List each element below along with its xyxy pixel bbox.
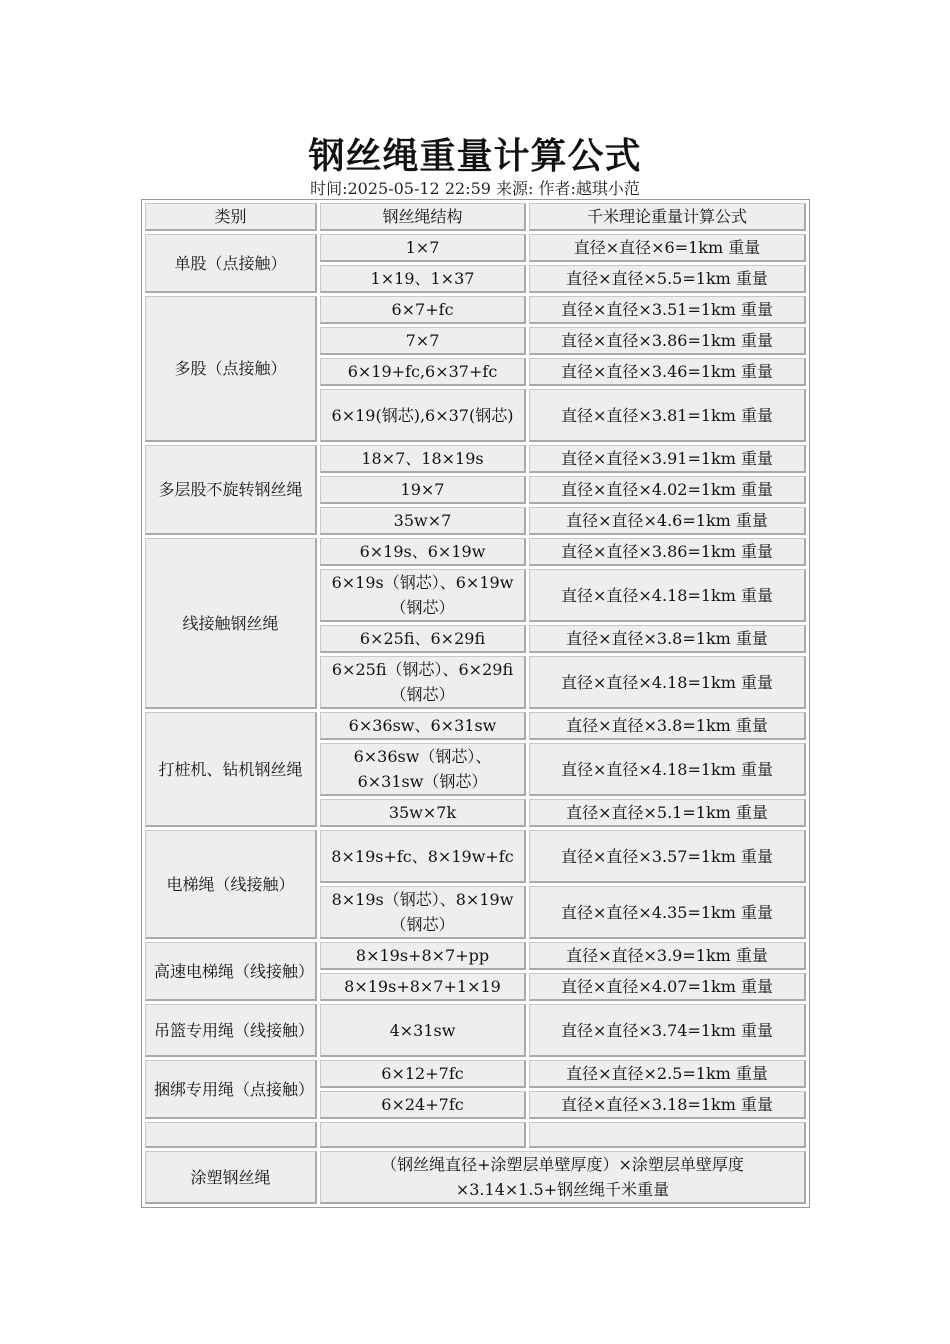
formula-cell: 直径×直径×3.51=1km 重量 — [529, 296, 806, 324]
category-cell: 多层股不旋转钢丝绳 — [145, 445, 317, 535]
structure-cell: 6×7+fc — [320, 296, 526, 324]
structure-cell: 1×19、1×37 — [320, 265, 526, 293]
formula-cell: 直径×直径×6=1km 重量 — [529, 234, 806, 262]
header-row — [145, 203, 806, 231]
blank-row — [145, 1122, 806, 1148]
structure-cell: 35w×7 — [320, 507, 526, 535]
structure-cell: 6×19s、6×19w — [320, 538, 526, 566]
formula-cell: 直径×直径×4.07=1km 重量 — [529, 973, 806, 1001]
table-body — [145, 203, 806, 1204]
formula-cell: 直径×直径×4.6=1km 重量 — [529, 507, 806, 535]
table-row — [145, 296, 806, 324]
formula-cell: 直径×直径×2.5=1km 重量 — [529, 1060, 806, 1088]
formula-cell: 直径×直径×3.86=1km 重量 — [529, 538, 806, 566]
category-cell: 打桩机、钻机钢丝绳 — [145, 712, 317, 827]
category-cell: 高速电梯绳（线接触） — [145, 942, 317, 1001]
structure-cell: 6×25fi（钢芯）、6×29fi（钢芯） — [320, 656, 526, 709]
formula-cell: 直径×直径×5.1=1km 重量 — [529, 799, 806, 827]
structure-cell: 8×19s+8×7+pp — [320, 942, 526, 970]
category-cell: 电梯绳（线接触） — [145, 830, 317, 939]
page-title: 钢丝绳重量计算公式 — [308, 136, 642, 177]
structure-cell: 19×7 — [320, 476, 526, 504]
weight-formula-table — [142, 200, 809, 1207]
formula-cell: 直径×直径×3.81=1km 重量 — [529, 389, 806, 442]
structure-cell: 18×7、18×19s — [320, 445, 526, 473]
structure-cell: 8×19s（钢芯）、8×19w（钢芯） — [320, 886, 526, 939]
structure-cell: 4×31sw — [320, 1004, 526, 1057]
header-category: 类别 — [145, 203, 317, 231]
structure-cell: 6×12+7fc — [320, 1060, 526, 1088]
weight-formula-table-container — [141, 199, 810, 1208]
blank-cell — [529, 1122, 806, 1148]
structure-cell: 1×7 — [320, 234, 526, 262]
blank-cell — [320, 1122, 526, 1148]
formula-cell: 直径×直径×3.9=1km 重量 — [529, 942, 806, 970]
formula-cell: 直径×直径×4.02=1km 重量 — [529, 476, 806, 504]
structure-cell: 8×19s+8×7+1×19 — [320, 973, 526, 1001]
category-cell: 单股（点接触） — [145, 234, 317, 293]
structure-cell: 6×25fi、6×29fi — [320, 625, 526, 653]
table-row — [145, 712, 806, 740]
structure-cell: 35w×7k — [320, 799, 526, 827]
header-structure: 钢丝绳结构 — [320, 203, 526, 231]
formula-cell: 直径×直径×5.5=1km 重量 — [529, 265, 806, 293]
article-meta: 时间:2025-05-12 22:59 来源: 作者:越琪小范 — [310, 179, 640, 198]
structure-cell: 6×19(钢芯),6×37(钢芯) — [320, 389, 526, 442]
structure-cell: 8×19s+fc、8×19w+fc — [320, 830, 526, 883]
formula-cell: 直径×直径×3.74=1km 重量 — [529, 1004, 806, 1057]
blank-cell — [145, 1122, 317, 1148]
structure-cell: 7×7 — [320, 327, 526, 355]
structure-cell: 6×24+7fc — [320, 1091, 526, 1119]
coated-formula-cell: （钢丝绳直径+涂塑层单壁厚度）×涂塑层单壁厚度×3.14×1.5+钢丝绳千米重量 — [320, 1151, 806, 1204]
formula-cell: 直径×直径×3.18=1km 重量 — [529, 1091, 806, 1119]
structure-cell: 6×19s（钢芯）、6×19w（钢芯） — [320, 569, 526, 622]
formula-cell: 直径×直径×3.46=1km 重量 — [529, 358, 806, 386]
table-row — [145, 445, 806, 473]
formula-cell: 直径×直径×4.35=1km 重量 — [529, 886, 806, 939]
category-cell: 涂塑钢丝绳 — [145, 1151, 317, 1204]
formula-cell: 直径×直径×3.8=1km 重量 — [529, 625, 806, 653]
category-cell: 线接触钢丝绳 — [145, 538, 317, 709]
formula-cell: 直径×直径×3.86=1km 重量 — [529, 327, 806, 355]
header-formula: 千米理论重量计算公式 — [529, 203, 806, 231]
structure-cell: 6×19+fc,6×37+fc — [320, 358, 526, 386]
category-cell: 多股（点接触） — [145, 296, 317, 442]
formula-cell: 直径×直径×4.18=1km 重量 — [529, 569, 806, 622]
category-cell: 捆绑专用绳（点接触） — [145, 1060, 317, 1119]
table-row — [145, 234, 806, 262]
formula-cell: 直径×直径×4.18=1km 重量 — [529, 743, 806, 796]
formula-cell: 直径×直径×3.91=1km 重量 — [529, 445, 806, 473]
table-row — [145, 538, 806, 566]
formula-cell: 直径×直径×3.57=1km 重量 — [529, 830, 806, 883]
coated-row — [145, 1151, 806, 1204]
category-cell: 吊篮专用绳（线接触） — [145, 1004, 317, 1057]
structure-cell: 6×36sw（钢芯）、6×31sw（钢芯） — [320, 743, 526, 796]
formula-cell: 直径×直径×3.8=1km 重量 — [529, 712, 806, 740]
formula-cell: 直径×直径×4.18=1km 重量 — [529, 656, 806, 709]
table-row — [145, 1004, 806, 1057]
structure-cell: 6×36sw、6×31sw — [320, 712, 526, 740]
table-row — [145, 1060, 806, 1088]
table-row — [145, 942, 806, 970]
table-row — [145, 830, 806, 883]
